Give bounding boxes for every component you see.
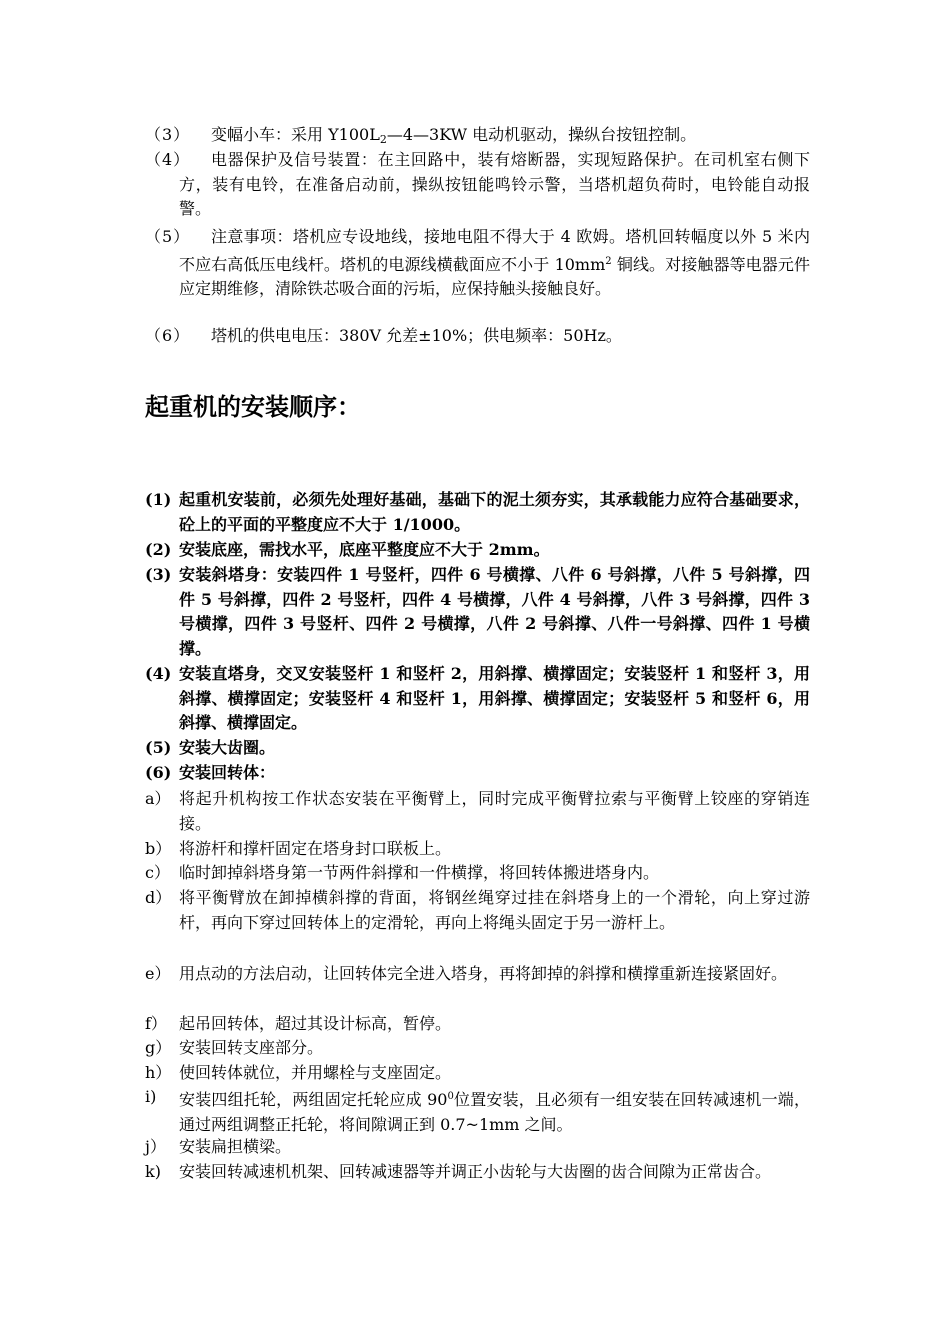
superscript: 2 (605, 255, 612, 267)
list-item (145, 886, 810, 935)
item-text: 塔机的供电电压：380V 允差±10%；供电频率：50Hz。 (211, 326, 622, 345)
list-item (145, 962, 810, 987)
list-item (145, 225, 810, 302)
substep-text: 位置安装，且必须有一组安装在回转减速机一端，通过两组调整正托轮，将间隙调正到 0.7~1mm 之间。 (179, 1090, 810, 1134)
list-item (145, 1061, 810, 1086)
list-item (145, 563, 810, 661)
step-text: 安装斜塔身：安装四件 1 号竖杆，四件 6 号横撑、八件 6 号斜撑，八件 5 号斜撑，四件 5 号斜撑，四件 2 号竖杆，四件 4 号横撑，八件 4 号斜撑，八件 3 号斜撑，四件 3 号横撑，四件 3 号竖杆、四件 2 号横撑，八件 2 号斜撑、八件一号斜撑、四件 1 号横撑。 (179, 565, 810, 658)
substep-letter: c） (145, 863, 170, 882)
substep-letter: a） (145, 789, 171, 808)
step-text: 安装回转体： (179, 763, 276, 782)
substep-text: 临时卸掉斜塔身第一节两件斜撑和一件横撑，将回转体搬进塔身内。 (179, 863, 660, 882)
substep-text: 用点动的方法启动，让回转体完全进入塔身，再将卸掉的斜撑和横撑重新连接紧固好。 (179, 964, 788, 983)
step-number: (5) (145, 738, 172, 757)
superscript: 0 (447, 1091, 454, 1102)
substep-letter: f） (145, 1014, 167, 1033)
list-item (145, 1036, 810, 1061)
substep-letter: i) (145, 1087, 157, 1106)
section-heading: 起重机的安装顺序： (145, 392, 361, 421)
step-text: 起重机安装前，必须先处理好基础，基础下的泥土须夯实，其承载能力应符合基础要求，砼上的平面的平整度应不大于 1/1000。 (179, 490, 810, 534)
step-number: (4) (145, 664, 172, 683)
list-item (145, 1160, 810, 1185)
step-text: 安装直塔身，交叉安装竖杆 1 和竖杆 2，用斜撑、横撑固定；安装竖杆 1 和竖杆 3，用斜撑、横撑固定；安装竖杆 4 和竖杆 1，用斜撑、横撑固定；安装竖杆 5 和竖杆 6，用斜撑、横撑固定。 (179, 664, 810, 732)
list-item (145, 1135, 810, 1160)
item-number: （4） (145, 150, 191, 169)
list-item (145, 837, 810, 862)
substep-text: 起吊回转体，超过其设计标高，暂停。 (179, 1014, 452, 1033)
item-number: （5） (145, 227, 191, 246)
substep-letter: k) (145, 1162, 161, 1181)
list-item (145, 538, 810, 563)
item-text: —4—3KW 电动机驱动，操纵台按钮控制。 (386, 125, 697, 144)
substep-text: 使回转体就位，并用螺栓与支座固定。 (179, 1063, 452, 1082)
substep-text: 安装四组托轮，两组固定托轮应成 90 (179, 1090, 448, 1109)
substep-text: 将游杆和撑杆固定在塔身封口联板上。 (179, 839, 452, 858)
list-item (145, 662, 810, 736)
list-item (145, 148, 810, 222)
step-number: (2) (145, 540, 172, 559)
list-item (145, 488, 810, 537)
item-text: 变幅小车：采用 Y100L (211, 125, 380, 144)
list-item (145, 787, 810, 836)
item-number: （3） (145, 125, 191, 144)
substep-text: 将平衡臂放在卸掉横斜撑的背面，将钢丝绳穿过挂在斜塔身上的一个滑轮，向上穿过游杆，再向下穿过回转体上的定滑轮，再向上将绳头固定于另一游杆上。 (179, 888, 810, 932)
substep-letter: d） (145, 888, 172, 907)
step-text: 安装底座，需找水平，底座平整度应不大于 2mm。 (179, 540, 550, 559)
substep-text: 安装扁担横梁。 (179, 1137, 292, 1156)
substep-text: 将起升机构按工作状态安装在平衡臂上，同时完成平衡臂拉索与平衡臂上铰座的穿销连接。 (179, 789, 810, 833)
list-item (145, 736, 810, 761)
step-number: (3) (145, 565, 172, 584)
step-number: (6) (145, 763, 172, 782)
step-text: 安装大齿圈。 (179, 738, 276, 757)
step-number: (1) (145, 490, 172, 509)
item-text: 铜线。对接触器等电器元件应定期维修，清除铁芯吸合面的污垢，应保持触头接触良好。 (179, 254, 810, 298)
item-text: 电器保护及信号装置：在主回路中，装有熔断器，实现短路保护。在司机室右侧下方，装有电铃，在准备启动前，操纵按钮能鸣铃示警，当塔机超负荷时，电铃能自动报警。 (179, 150, 810, 218)
item-text: 注意事项：塔机应专设地线，接地电阻不得大于 4 欧姆。塔机回转幅度以外 5 米内不应右高低压电线杆。塔机的电源线横截面应不小于 10mm (179, 227, 810, 274)
substep-letter: j） (145, 1137, 166, 1156)
substep-text: 安装回转支座部分。 (179, 1038, 324, 1057)
list-item (145, 1012, 810, 1037)
substep-letter: g） (145, 1038, 172, 1057)
list-item (145, 761, 810, 786)
list-item (145, 324, 810, 349)
item-number: （6） (145, 326, 191, 345)
substep-letter: b） (145, 839, 172, 858)
list-item (145, 1085, 810, 1137)
substep-text: 安装回转减速机机架、回转减速器等并调正小齿轮与大齿圈的齿合间隙为正常齿合。 (179, 1162, 772, 1181)
substep-letter: h） (145, 1063, 172, 1082)
substep-letter: e） (145, 964, 171, 983)
subscript: 2 (379, 133, 387, 146)
list-item (145, 861, 810, 886)
